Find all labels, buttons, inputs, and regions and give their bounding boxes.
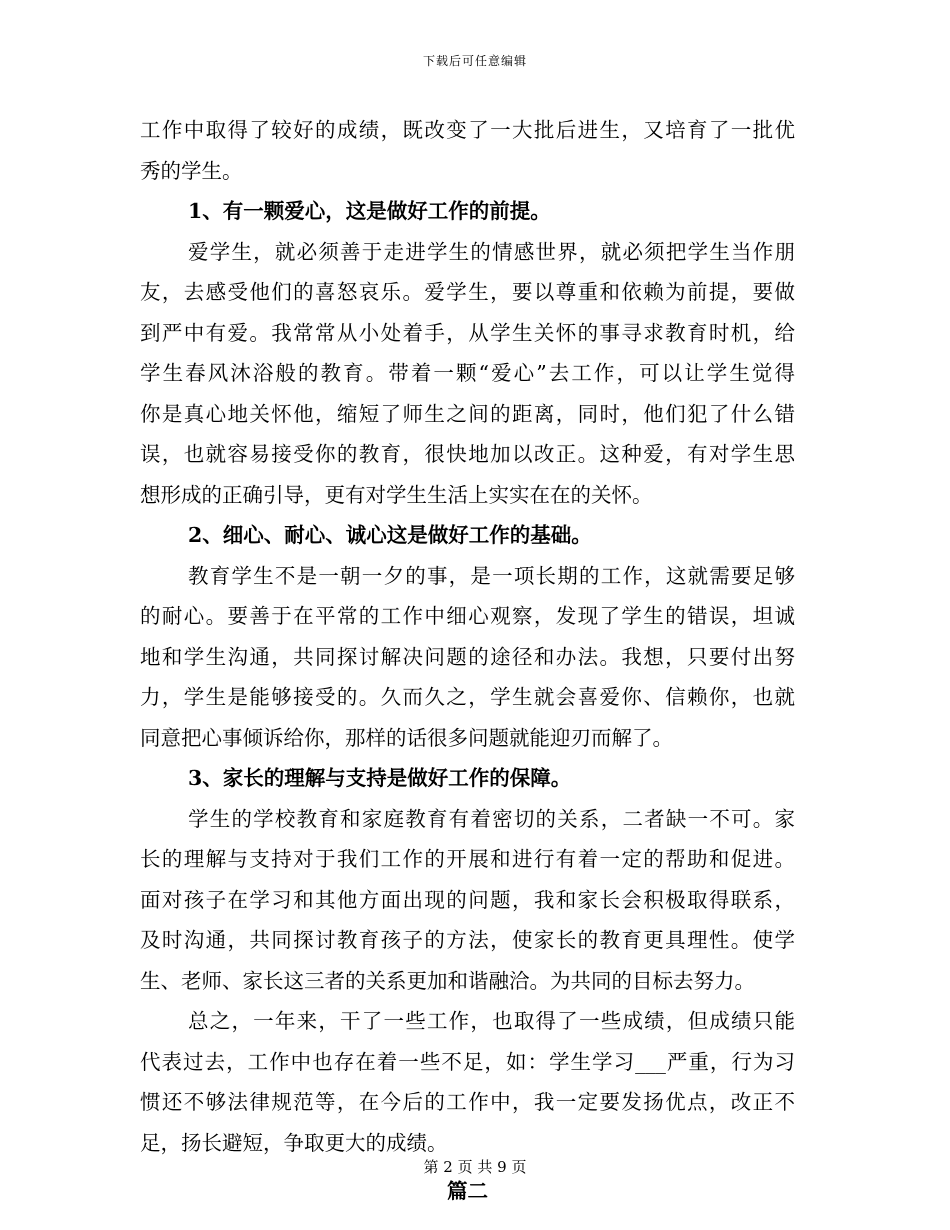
text-line: 生、老师、家长这三者的关系更加和谐融洽。为共同的目标去努力。 bbox=[140, 968, 755, 993]
heading-line: 3、家长的理解与支持是做好工作的保障。 bbox=[188, 766, 572, 790]
document-body bbox=[140, 110, 795, 1212]
text-line: 地和学生沟通，共同探讨解决问题的途径和办法。我想，只要付出努 bbox=[140, 644, 795, 669]
text-line: 秀的学生。 bbox=[140, 158, 243, 183]
text-line: 的耐心。要善于在平常的工作中细心观察，发现了学生的错误，坦诚 bbox=[140, 604, 795, 628]
text-line: 及时沟通，共同探讨教育孩子的方法，使家长的教育更具理性。使学 bbox=[140, 928, 795, 952]
text-line: 到严中有爱。我常常从小处着手，从学生关怀的事寻求教育时机，给 bbox=[140, 320, 795, 345]
text-line: 足，扬长避短，争取更大的成绩。 bbox=[140, 1130, 448, 1155]
section-title: 篇二 bbox=[447, 1179, 488, 1203]
page-footer: 第 2 页 共 9 页 bbox=[423, 1158, 527, 1176]
text-line: 面对孩子在学习和其他方面出现的问题，我和家长会积极取得联系， bbox=[140, 887, 795, 912]
text-line: 误，也就容易接受你的教育，很快地加以改正。这种爱，有对学生思 bbox=[140, 442, 795, 466]
heading-line: 1、有一颗爱心，这是做好工作的前提。 bbox=[188, 199, 551, 223]
section-heading bbox=[140, 191, 795, 232]
heading-line: 2、细心、耐心、诚心这是做好工作的基础。 bbox=[188, 523, 592, 547]
text-line: 同意把心事倾诉给你，那样的话很多问题就能迎刃而解了。 bbox=[140, 725, 673, 750]
text-line: 工作中取得了较好的成绩，既改变了一大批后进生，又培育了一批优 bbox=[140, 118, 795, 142]
paragraph bbox=[140, 556, 795, 759]
text-line: 想形成的正确引导，更有对学生生活上实实在在的关怀。 bbox=[140, 482, 653, 507]
text-line: 教育学生不是一朝一夕的事，是一项长期的工作，这就需要足够 bbox=[188, 563, 795, 588]
text-line: 爱学生，就必须善于走进学生的情感世界，就必须把学生当作朋 bbox=[188, 239, 795, 264]
text-line: 你是真心地关怀他，缩短了师生之间的距离，同时，他们犯了什么错 bbox=[140, 401, 795, 426]
paragraph bbox=[140, 110, 795, 191]
section-heading bbox=[140, 515, 795, 556]
paragraph bbox=[140, 1001, 795, 1163]
text-line: 学生春风沐浴般的教育。带着一颗“爱心”去工作，可以让学生觉得 bbox=[140, 361, 795, 385]
section-heading bbox=[140, 758, 795, 799]
text-line: 代表过去，工作中也存在着一些不足，如：学生学习___严重，行为习 bbox=[140, 1049, 795, 1074]
paragraph bbox=[140, 799, 795, 1002]
text-line: 总之，一年来，干了一些工作，也取得了一些成绩，但成绩只能 bbox=[188, 1009, 795, 1033]
text-line: 力，学生是能够接受的。久而久之，学生就会喜爱你、信赖你，也就 bbox=[140, 685, 795, 709]
page-header: 下载后可任意编辑 bbox=[422, 54, 527, 68]
text-line: 学生的学校教育和家庭教育有着密切的关系，二者缺一不可。家 bbox=[188, 806, 795, 831]
text-line: 惯还不够法律规范等，在今后的工作中，我一定要发扬优点，改正不 bbox=[140, 1090, 795, 1114]
text-line: 友，去感受他们的喜怒哀乐。爱学生，要以尊重和依赖为前提，要做 bbox=[140, 280, 795, 304]
text-line: 长的理解与支持对于我们工作的开展和进行有着一定的帮助和促进。 bbox=[140, 847, 795, 871]
paragraph bbox=[140, 232, 795, 516]
